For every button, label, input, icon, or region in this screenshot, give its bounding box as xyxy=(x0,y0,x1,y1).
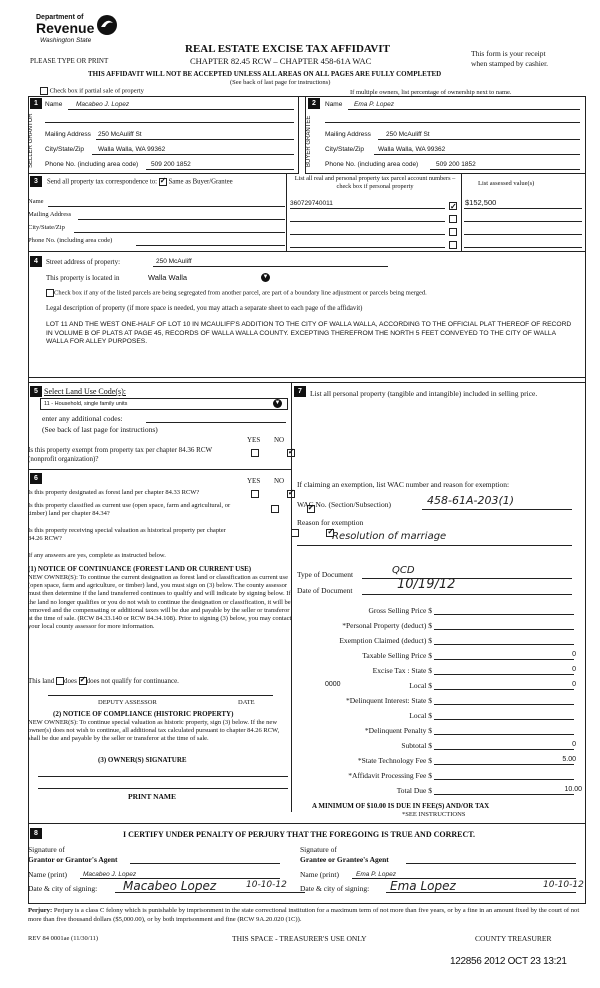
logo-state: Washington State xyxy=(40,37,92,44)
buyer-addr-line xyxy=(378,139,580,140)
buyer-name-line-2 xyxy=(325,122,580,123)
grantor-sig-label: Signature of xyxy=(28,845,65,854)
section-8 xyxy=(28,823,586,905)
seller-addr-line xyxy=(96,139,294,140)
tax-row-label: Excise Tax : State $ xyxy=(372,666,432,675)
does-checkbox[interactable] xyxy=(56,677,64,685)
tax-row-line xyxy=(434,794,574,795)
buyer-phone-value[interactable]: 509 200 1852 xyxy=(436,161,476,168)
assessed-line-2 xyxy=(464,221,582,222)
sec6-no-header: NO xyxy=(274,477,285,485)
logo-dept: Department of xyxy=(36,14,84,21)
please-type: PLEASE TYPE OR PRINT xyxy=(30,57,109,65)
receipt-note-1: This form is your receipt xyxy=(471,49,546,58)
additional-codes-label: enter any additional codes: xyxy=(42,414,123,423)
tax-row-line xyxy=(434,674,574,675)
tax-row-label: Exemption Claimed (deduct) $ xyxy=(339,636,432,645)
buyer-phone-line xyxy=(430,169,580,170)
land-use-see-back: (See back of last page for instructions) xyxy=(42,425,158,434)
print-name-line-a xyxy=(38,788,288,789)
assessed-value[interactable]: $152,500 xyxy=(465,198,497,207)
local-code-value[interactable]: 0000 xyxy=(325,681,341,688)
street-value[interactable]: 250 McAuliff xyxy=(156,258,192,265)
logo-revenue: Revenue xyxy=(36,20,95,36)
parcel-number-value[interactable]: 360729740011 xyxy=(290,200,333,207)
buyer-name-value[interactable]: Ema P. Lopez xyxy=(354,101,394,108)
tax-row-label: *State Technology Fee $ xyxy=(357,756,432,765)
buyer-addr-value[interactable]: 250 McAuliff St xyxy=(386,131,430,138)
partial-sale-checkbox[interactable] xyxy=(40,87,48,95)
notice-compliance-title: (2) NOTICE OF COMPLIANCE (HISTORIC PROPERTY) xyxy=(53,710,234,718)
perjury-notice xyxy=(28,907,586,924)
seller-addr-label: Mailing Address xyxy=(45,131,91,138)
perjury-label: Perjury: xyxy=(28,907,53,914)
buyer-name-line xyxy=(348,109,580,110)
tax-row-line xyxy=(434,704,574,705)
personal-property-checkboxes xyxy=(449,199,457,251)
parcel-personal-checkbox-4[interactable] xyxy=(449,241,457,249)
multiple-owners-note: If multiple owners, list percentage of ownership next to name. xyxy=(350,89,512,96)
print-name-label: PRINT NAME xyxy=(128,792,176,801)
tax-row-label: Gross Selling Price $ xyxy=(368,606,432,615)
seller-vlabel: SELLER GRANTOR xyxy=(28,113,34,169)
dor-logo xyxy=(34,14,124,52)
parcel-line-3 xyxy=(290,234,445,235)
seller-city-line xyxy=(92,154,294,155)
buyer-city-line xyxy=(374,154,580,155)
section-2-number: 2 xyxy=(308,98,320,109)
grantor-name-label: Name (print) xyxy=(28,870,67,879)
tax-row-label: *Affidavit Processing Fee $ xyxy=(348,771,432,780)
section-3 xyxy=(28,174,586,252)
form-title: REAL ESTATE EXCISE TAX AFFIDAVIT xyxy=(185,43,390,55)
parcel-header: List all real and personal property tax parcel account numbers – check box if personal property xyxy=(294,175,456,190)
partial-sale-row xyxy=(40,87,144,95)
legal-description[interactable]: LOT 11 AND THE WEST ONE-HALF OF LOT 10 IN MCAULIFF'S ADDITION TO THE CITY OF WALLA WALLA, ACCORDING TO THE OFFICIAL PLAT THEREOF OF RECORD IN VOLUME B OF PLATS AT PAGE 45, RECORDS OF WALLA WALLA COUNTY. EXCEPTING THEREFROM THE NORTH 5 FEET CONVEYED TO THE CITY OF WALLA WALLA FOR ALLEY PURPOSES. xyxy=(46,321,572,345)
wac-line xyxy=(422,509,572,510)
tax-row-label: Local $ xyxy=(409,681,432,690)
parcel-col-divider xyxy=(286,174,287,251)
section-7-number: 7 xyxy=(294,386,306,397)
wac-label: WAC No. (Section/Subsection) xyxy=(297,500,391,509)
located-label: This property is located in xyxy=(46,274,120,282)
seller-name-label: Name xyxy=(45,101,63,108)
seller-phone-value[interactable]: 509 200 1852 xyxy=(151,161,191,168)
reason-label: Reason for exemption xyxy=(297,518,364,527)
grantee-sig-line xyxy=(406,863,576,864)
buyer-name-label: Name xyxy=(325,101,343,108)
grantee-signature[interactable]: Ema Lopez xyxy=(390,879,456,893)
seller-name-line-2 xyxy=(45,122,294,123)
county-select[interactable] xyxy=(148,273,243,282)
grantee-agent-label: Grantee or Grantee's Agent xyxy=(300,855,389,864)
tax-row-line xyxy=(434,659,574,660)
tax-row-label: Total Due $ xyxy=(396,786,432,795)
grantor-name-value[interactable]: Macabeo J. Lopez xyxy=(83,871,137,878)
seller-city-label: City/State/Zip xyxy=(45,146,85,153)
continuance-row xyxy=(28,677,179,685)
seller-phone-line xyxy=(146,169,294,170)
same-as-buyer-label: Same as Buyer/Grantee xyxy=(168,178,233,186)
owner-signature-label: (3) OWNER(S) SIGNATURE xyxy=(98,756,187,764)
land-use-label: Select Land Use Code(s): xyxy=(44,387,126,396)
reason-value[interactable]: Resolution of marriage xyxy=(332,531,447,542)
section-5-number: 5 xyxy=(30,386,42,397)
treasurer-use-only: THIS SPACE - TREASURER'S USE ONLY xyxy=(232,934,367,943)
does-not-checkbox[interactable] xyxy=(79,677,87,685)
section-8-number: 8 xyxy=(30,828,42,839)
parcel-personal-checkbox-2[interactable] xyxy=(449,215,457,223)
grantor-date-label: Date & city of signing: xyxy=(28,884,98,893)
seller-addr-value[interactable]: 250 McAuliff St xyxy=(98,131,142,138)
county-treasurer-label: COUNTY TREASURER xyxy=(475,934,552,943)
section-4 xyxy=(28,252,586,378)
tax-row-value[interactable]: 0 xyxy=(572,741,576,748)
buyer-city-value[interactable]: Walla Walla, WA 99362 xyxy=(378,146,446,153)
tax-row-label: *Delinquent Penalty $ xyxy=(364,726,432,735)
tax-row-line xyxy=(434,614,574,615)
form-chapter: CHAPTER 82.45 RCW – CHAPTER 458-61A WAC xyxy=(190,56,372,66)
section-6-number: 6 xyxy=(30,473,42,484)
receipt-note-2: when stamped by cashier. xyxy=(471,59,549,68)
grantee-sig-label: Signature of xyxy=(300,845,337,854)
forest-question: Is this property designated as forest land per chapter 84.33 RCW? xyxy=(28,489,200,496)
owner-sig-line xyxy=(38,776,288,777)
assessed-line-1 xyxy=(464,208,582,209)
warning-banner: THIS AFFIDAVIT WILL NOT BE ACCEPTED UNLESS ALL AREAS ON ALL PAGES ARE FULLY COMPLETED xyxy=(88,70,442,78)
see-instructions-note: *SEE INSTRUCTIONS xyxy=(402,811,466,818)
grantee-date-label: Date & city of signing: xyxy=(300,884,370,893)
grantee-name-line xyxy=(352,878,576,879)
minimum-fee-note: A MINIMUM OF $10.00 IS DUE IN FEE(S) AND/OR TAX xyxy=(312,802,490,810)
parcel-line-2 xyxy=(290,221,445,222)
doc-date-line xyxy=(362,594,572,595)
sec3-city-line xyxy=(74,232,285,233)
tax-row-label: Taxable Selling Price $ xyxy=(362,651,432,660)
sec3-name-label: Name xyxy=(28,198,44,205)
seller-name-line xyxy=(68,109,294,110)
sec6-yes-header: YES xyxy=(247,477,261,485)
sec5-no-header: NO xyxy=(274,436,285,444)
seller-city-value[interactable]: Walla Walla, WA 99362 xyxy=(98,146,166,153)
sec3-phone-line xyxy=(136,245,285,246)
section-7 xyxy=(292,382,586,818)
tax-row-line xyxy=(434,734,574,735)
grantor-signature[interactable]: Macabeo Lopez xyxy=(123,879,217,893)
tax-row-value[interactable]: 0 xyxy=(572,681,576,688)
doc-type-value[interactable]: QCD xyxy=(392,565,415,576)
seller-name-value[interactable]: Macabeo J. Lopez xyxy=(76,101,130,108)
historic-question: Is this property receiving special valuation as historical property per chapter 84.26 RCW? xyxy=(28,527,226,542)
doc-date-label: Date of Document xyxy=(297,586,353,595)
tax-row-line xyxy=(434,629,574,630)
tax-row-label: *Personal Property (deduct) $ xyxy=(342,621,432,630)
doc-date-value[interactable]: 10/19/12 xyxy=(397,577,456,592)
tax-row-value[interactable]: 0 xyxy=(572,666,576,673)
sec3-addr-line xyxy=(78,219,285,220)
tax-row-value[interactable]: 10.00 xyxy=(564,786,582,793)
doc-type-label: Type of Document xyxy=(297,570,354,579)
tax-row-value[interactable]: 5.00 xyxy=(562,756,576,763)
grantee-name-label: Name (print) xyxy=(300,870,339,879)
tax-row-line xyxy=(434,779,574,780)
notice-continuance-title: (1) NOTICE OF CONTINUANCE (FOREST LAND OR CURRENT USE) xyxy=(28,565,252,573)
sec3-city-label: City/State/Zip xyxy=(28,224,65,231)
forest-yes-checkbox[interactable] xyxy=(251,490,259,498)
grantor-sign-date[interactable]: 10-10-12 xyxy=(246,880,287,890)
tax-row-value[interactable]: 0 xyxy=(572,651,576,658)
buyer-addr-label: Mailing Address xyxy=(325,131,371,138)
nonprofit-yes-checkbox[interactable] xyxy=(251,449,259,457)
reason-line xyxy=(297,545,572,546)
section-5 xyxy=(28,382,291,468)
parcel-line-1 xyxy=(290,208,445,209)
sec5-yes-header: YES xyxy=(247,436,261,444)
assessed-divider xyxy=(461,174,462,251)
sec3-name-line xyxy=(48,206,285,207)
same-as-buyer-checkbox[interactable] xyxy=(159,178,167,186)
current-use-question: Is this property classified as current use (open space, farm and agricultural, or timber) land per chapter 84.34? xyxy=(28,502,231,517)
grantee-name-value[interactable]: Ema P. Lopez xyxy=(356,871,396,878)
buyer-phone-label: Phone No. (including area code) xyxy=(325,161,419,168)
treasurer-stamp: 122856 2012 OCT 23 13:21 xyxy=(450,956,567,967)
does-not-label: does not qualify for continuance. xyxy=(86,677,179,685)
county-dropdown-icon[interactable]: ▼ xyxy=(262,274,269,280)
tax-row-line xyxy=(434,644,574,645)
section-1 xyxy=(28,96,299,174)
tax-row-line xyxy=(434,689,574,690)
does-label: does xyxy=(64,677,77,685)
section-3-number: 3 xyxy=(30,176,42,187)
assessed-header: List assessed value(s) xyxy=(478,180,535,187)
section-2 xyxy=(305,96,586,174)
parcel-line-4 xyxy=(290,247,445,248)
land-use-select[interactable] xyxy=(40,398,288,410)
grantor-sig-line xyxy=(130,863,280,864)
assessed-line-4 xyxy=(464,247,582,248)
grantor-agent-label: Grantor or Grantor's Agent xyxy=(28,855,118,864)
see-back-note: (See back of last page for instructions) xyxy=(230,79,331,86)
this-land-label: This land xyxy=(28,677,55,685)
additional-codes-line xyxy=(146,422,286,423)
sec3-addr-label: Mailing Address xyxy=(28,211,72,218)
legal-label: Legal description of property (if more space is needed, you may attach a separate sheet to each page of the affidavit) xyxy=(46,305,363,312)
tax-row-line xyxy=(434,719,574,720)
parcel-personal-checkbox-1[interactable] xyxy=(449,202,457,210)
buyer-city-label: City/State/Zip xyxy=(325,146,365,153)
tax-row-line xyxy=(434,749,574,750)
sec3-phone-label: Phone No. (including area code) xyxy=(28,237,113,244)
exemption-claim-label: If claiming an exemption, list WAC number and reason for exemption: xyxy=(297,480,510,489)
assessed-line-3 xyxy=(464,234,582,235)
buyer-vlabel: BUYER GRANTEE xyxy=(306,115,312,167)
segregated-checkbox[interactable] xyxy=(46,289,54,297)
parcel-personal-checkbox-3[interactable] xyxy=(449,228,457,236)
doc-type-line xyxy=(362,578,572,579)
seller-phone-label: Phone No. (including area code) xyxy=(45,161,139,168)
tax-row-line xyxy=(434,764,574,765)
perjury-text: Perjury is a class C felony which is punishable by imprisonment in the state correctional institution for a maximum term of not more than five years, or by a fine in an amount fixed by the court of not more than five thousand dollars ($5,000.00), or by both imprisonment and fine (RCW 9A.20.020 (1C)). xyxy=(28,907,580,923)
tax-row-label: Local $ xyxy=(409,711,432,720)
street-label: Street address of property: xyxy=(46,258,121,266)
form-revision: REV 84 0001ae (11/30/11) xyxy=(28,935,98,942)
if-yes-instruction: If any answers are yes, complete as instructed below. xyxy=(28,552,166,559)
notice-compliance-body: NEW OWNER(S): To continue special valuation as historic property, sign (3) below. If the new owner(s) does not wish to continue, all additional tax calculated pursuant to chapter 84.26 RCW, shall be due and payable by the seller or transferor at the time of sale. xyxy=(28,719,280,743)
certify-statement: I CERTIFY UNDER PENALTY OF PERJURY THAT THE FOREGOING IS TRUE AND CORRECT. xyxy=(123,830,476,839)
land-use-dropdown-icon[interactable]: ▼ xyxy=(274,400,281,406)
current-use-yes-checkbox[interactable] xyxy=(271,505,279,513)
section-4-number: 4 xyxy=(30,256,42,267)
notice-continuance-body: NEW OWNER(S): To continue the current designation as forest land or classification as current use (open space, farm and agriculture, or timber) land, you must sign on (3) below. The county assessor must then determine if the land transferred continues to qualify and will indicate by signing below. If the land no longer qualifies or you do not wish to continue the designation or classification, it will be removed and the compensating or additional taxes will be due and payable by the seller or transferor at the time of sale. (RCW 84.33.140 or RCW 84.34.108). Prior to signing (3) below, you may contact your local county assessor for more information. xyxy=(28,574,292,631)
grantee-sign-date[interactable]: 10-10-12 xyxy=(543,880,584,890)
segregated-row xyxy=(46,289,427,297)
county-value: Walla Walla xyxy=(148,273,188,282)
land-use-value: 11 - Household, single family units xyxy=(44,401,128,407)
segregated-label: Check box if any of the listed parcels are being segregated from another parcel, are part of a boundary line adjustment or parcels being merged. xyxy=(54,289,427,297)
partial-sale-label: Check box if partial sale of property xyxy=(49,87,144,95)
dor-swirl-icon xyxy=(96,14,118,36)
send-correspondence-row xyxy=(47,178,233,186)
send-correspondence-label: Send all property tax correspondence to: xyxy=(47,178,158,186)
section-6 xyxy=(28,469,291,809)
section-1-number: 1 xyxy=(30,98,42,109)
tax-row-label: *Delinquent Interest: State $ xyxy=(345,696,432,705)
deputy-label: DEPUTY ASSESSOR xyxy=(98,699,157,706)
wac-value[interactable]: 458-61A-203(1) xyxy=(427,494,515,507)
street-line xyxy=(153,266,388,267)
tax-row-label: Subtotal $ xyxy=(401,741,432,750)
nonprofit-question: Is this property exempt from property tax per chapter 84.36 RCW (nonprofit organization)? xyxy=(28,446,212,463)
deputy-line xyxy=(48,695,273,696)
deputy-date-label: DATE xyxy=(238,699,255,706)
personal-property-list-label: List all personal property (tangible and intangible) included in selling price. xyxy=(310,389,538,398)
